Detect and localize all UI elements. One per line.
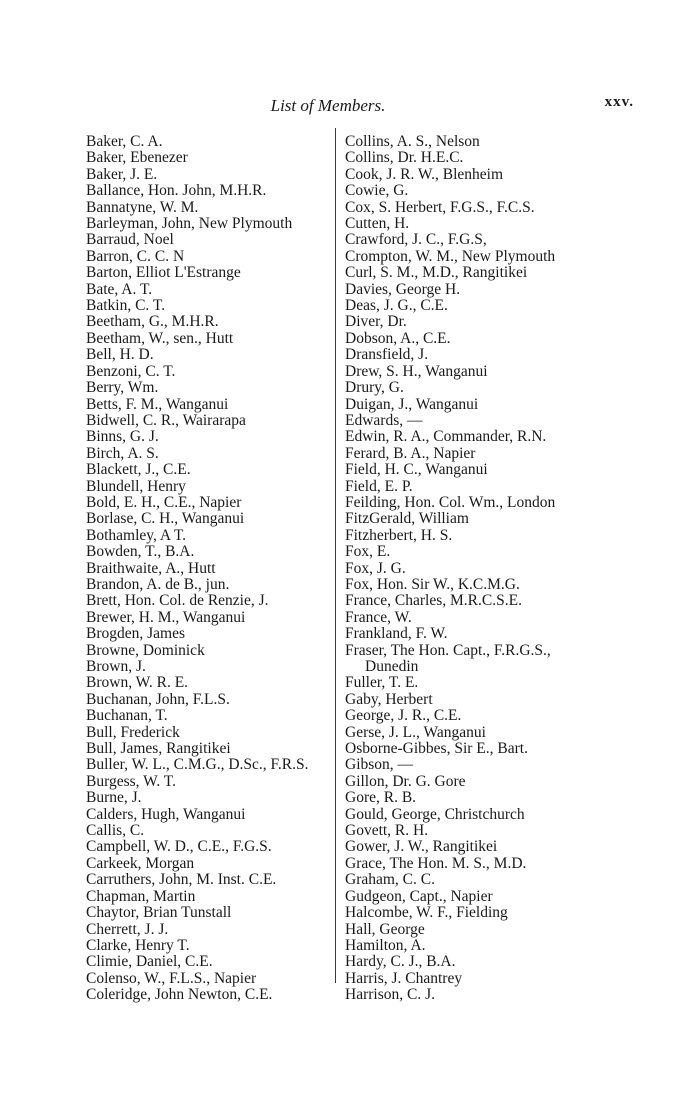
member-entry: Harris, J. Chantrey (345, 969, 463, 987)
member-entry: Gillon, Dr. G. Gore (345, 772, 466, 790)
member-entry: Binns, G. J. (86, 428, 159, 446)
member-entry: Gaby, Herbert (345, 690, 433, 708)
member-entry: Bell, H. D. (86, 346, 154, 364)
member-entry: Davies, George H. (345, 280, 461, 298)
member-entry: Edwin, R. A., Commander, R.N. (345, 428, 547, 446)
member-entry: Blundell, Henry (86, 477, 186, 495)
member-entry: Berry, Wm. (86, 379, 159, 397)
member-entry: France, W. (345, 608, 412, 626)
member-entry: Blackett, J., C.E. (86, 461, 191, 479)
member-entry: Bate, A. T. (86, 280, 153, 298)
member-entry: Campbell, W. D., C.E., F.G.S. (86, 838, 272, 856)
member-entry: Cherrett, J. J. (86, 920, 169, 938)
member-entry: Coleridge, John Newton, C.E. (86, 986, 273, 1004)
column-divider (335, 128, 336, 983)
member-entry: FitzGerald, William (345, 510, 469, 528)
member-entry: Carkeek, Morgan (86, 854, 195, 872)
member-entry: Gibson, — (345, 756, 414, 774)
member-entry: Hall, George (345, 920, 425, 938)
member-entry: Cutten, H. (345, 215, 410, 233)
member-entry: Hardy, C. J., B.A. (345, 953, 456, 971)
member-entry: Baker, J. E. (86, 165, 158, 183)
member-entry: Brown, W. R. E. (86, 674, 189, 692)
member-entry: Burgess, W. T. (86, 772, 177, 790)
member-entry: Beetham, W., sen., Hutt (86, 329, 234, 347)
member-entry: Bull, Frederick (86, 723, 180, 741)
member-entry: Clarke, Henry T. (86, 936, 190, 954)
member-entry: Bull, James, Rangitikei (86, 740, 231, 758)
member-entry: Carruthers, John, M. Inst. C.E. (86, 871, 277, 889)
member-entry: France, Charles, M.R.C.S.E. (345, 592, 522, 610)
member-entry: Burne, J. (86, 789, 142, 807)
member-entry: Brandon, A. de B., jun. (86, 575, 230, 593)
member-entry: Edwards, — (345, 411, 423, 429)
member-entry: Cook, J. R. W., Blenheim (345, 165, 504, 183)
member-entry: Callis, C. (86, 822, 145, 840)
member-entry: Colenso, W., F.L.S., Napier (86, 969, 257, 987)
member-entry: Barraud, Noel (86, 231, 174, 249)
member-entry: Diver, Dr. (345, 313, 407, 331)
member-entry: Ferard, B. A., Napier (345, 444, 476, 462)
member-entry: Bannatyne, W. M. (86, 198, 199, 216)
member-entry: Borlase, C. H., Wanganui (86, 510, 245, 528)
member-entry: Fox, J. G. (345, 559, 406, 577)
member-entry: Gower, J. W., Rangitikei (345, 838, 498, 856)
member-entry: Fitzherbert, H. S. (345, 526, 453, 544)
member-entry: Batkin, C. T. (86, 297, 166, 315)
member-entry: Dobson, A., C.E. (345, 329, 451, 347)
member-entry: Gould, George, Christchurch (345, 805, 525, 823)
member-entry: Brewer, H. M., Wanganui (86, 608, 246, 626)
member-entry: Brogden, James (86, 625, 186, 643)
member-entry: Field, E. P. (345, 477, 413, 495)
member-entry: Barton, Elliot L'Estrange (86, 264, 241, 282)
member-entry: Grace, The Hon. M. S., M.D. (345, 854, 527, 872)
member-entry: Cox, S. Herbert, F.G.S., F.C.S. (345, 198, 535, 216)
member-entry: Collins, Dr. H.E.C. (345, 149, 464, 167)
member-entry: Bold, E. H., C.E., Napier (86, 493, 242, 511)
member-entry: Braithwaite, A., Hutt (86, 559, 216, 577)
member-entry: Buchanan, T. (86, 707, 168, 725)
member-entry: Bidwell, C. R., Wairarapa (86, 411, 246, 429)
member-entry: Bothamley, A T. (86, 526, 187, 544)
member-entry: Buchanan, John, F.L.S. (86, 690, 230, 708)
member-entry: Gore, R. B. (345, 789, 417, 807)
member-entry: Harrison, C. J. (345, 986, 435, 1004)
member-entry: Gerse, J. L., Wanganui (345, 723, 486, 741)
member-entry: Baker, C. A. (86, 133, 163, 150)
member-entry: Frankland, F. W. (345, 625, 448, 643)
member-entry: Chapman, Martin (86, 887, 196, 905)
member-entry: Deas, J. G., C.E. (345, 297, 448, 315)
member-entry: Buller, W. L., C.M.G., D.Sc., F.R.S. (86, 756, 309, 774)
member-entry: Birch, A. S. (86, 444, 159, 462)
member-entry: Brett, Hon. Col. de Renzie, J. (86, 592, 269, 610)
running-title: List of Members. (270, 96, 386, 115)
member-entry: Drew, S. H., Wanganui (345, 362, 488, 380)
member-entry: Barron, C. C. N (86, 247, 185, 265)
member-entry: Baker, Ebenezer (86, 149, 188, 167)
member-entry: Beetham, G., M.H.R. (86, 313, 219, 331)
member-entry: Chaytor, Brian Tunstall (86, 904, 232, 922)
member-entry: Brown, J. (86, 658, 146, 675)
member-entry: Hamilton, A. (345, 936, 426, 954)
member-entry: Duigan, J., Wanganui (345, 395, 479, 413)
member-entry: Benzoni, C. T. (86, 362, 176, 380)
member-entry: Fuller, T. E. (345, 674, 419, 692)
member-entry: Osborne-Gibbes, Sir E., Bart. (345, 740, 528, 758)
member-entry: Fox, Hon. Sir W., K.C.M.G. (345, 575, 520, 593)
member-list-right-column (345, 134, 645, 1004)
member-entry: Barleyman, John, New Plymouth (86, 215, 293, 233)
member-entry: Drury, G. (345, 379, 404, 397)
member-entry: George, J. R., C.E. (345, 707, 462, 725)
member-entry: Crawford, J. C., F.G.S, (345, 231, 487, 249)
member-entry: Calders, Hugh, Wanganui (86, 805, 246, 823)
member-entry: Field, H. C., Wanganui (345, 461, 488, 479)
member-entry: Betts, F. M., Wanganui (86, 395, 229, 413)
member-entry: Climie, Daniel, C.E. (86, 953, 213, 971)
member-entry: Graham, C. C. (345, 871, 435, 889)
member-entry: Ballance, Hon. John, M.H.R. (86, 182, 267, 200)
member-entry: Halcombe, W. F., Fielding (345, 904, 508, 922)
member-entry: Govett, R. H. (345, 822, 429, 840)
member-entry: Curl, S. M., M.D., Rangitikei (345, 264, 528, 282)
member-entry: Gudgeon, Capt., Napier (345, 887, 493, 905)
member-entry: Cowie, G. (345, 182, 409, 200)
member-entry: Browne, Dominick (86, 641, 205, 659)
member-entry: Fox, E. (345, 543, 391, 561)
member-entry: Crompton, W. M., New Plymouth (345, 247, 556, 265)
member-entry-continuation: Dunedin (365, 658, 419, 675)
member-entry: Fraser, The Hon. Capt., F.R.G.S., (345, 641, 551, 659)
page-number: xxv. (604, 94, 634, 110)
member-entry: Collins, A. S., Nelson (345, 133, 480, 150)
member-entry: Feilding, Hon. Col. Wm., London (345, 493, 556, 511)
member-list-left-column (86, 134, 336, 1004)
member-entry: Dransfield, J. (345, 346, 429, 364)
member-entry: Bowden, T., B.A. (86, 543, 195, 561)
